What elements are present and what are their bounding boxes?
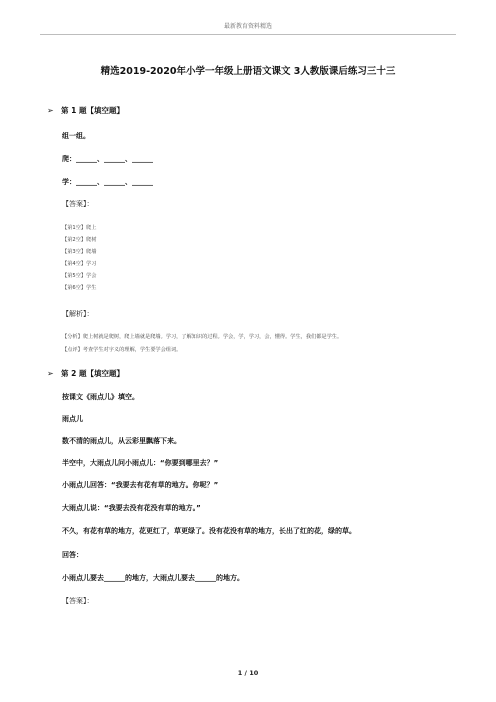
question-2-line: 数不清的雨点儿，从云彩里飘落下来。	[62, 437, 181, 445]
answer-item: 【第5空】学会	[62, 273, 97, 279]
question-1-title: 第 1 题【填空题】	[61, 106, 124, 115]
arrow-bullet-icon: ➢	[47, 106, 54, 115]
question-2-line: 按课文《雨点儿》填空。	[62, 393, 139, 401]
question-2-line: 小雨点儿要去______的地方，大雨点儿要去______的地方。	[62, 574, 244, 582]
answer-item: 【第3空】爬墙	[62, 249, 97, 255]
question-1-line-xue: 学：______、______、______	[62, 178, 153, 186]
comment-text: 【点评】考查学生对字义的理解，学生要学会组词。	[62, 347, 182, 353]
question-2-answer-label: 【答案】：	[62, 597, 94, 605]
arrow-bullet-icon: ➢	[47, 369, 54, 378]
question-1-heading	[47, 105, 124, 116]
document-title: 精选2019-2020年小学一年级上册语文课文 3人教版课后练习三十三	[100, 66, 396, 77]
answer-item: 【第6空】学生	[62, 285, 97, 291]
question-2-line: 大雨点儿说：“我要去没有花没有草的地方。”	[62, 504, 201, 512]
question-1-analysis-label: 【解析】：	[62, 310, 94, 318]
question-2-line: 半空中，大雨点儿问小雨点儿：“你要到哪里去？”	[62, 459, 219, 467]
question-2-line: 不久，有花有草的地方，花更红了，草更绿了。没有花没有草的地方，长出了红的花，绿的草。	[62, 527, 356, 535]
answer-item: 【第1空】爬上	[62, 225, 97, 231]
header-divider	[40, 34, 456, 35]
question-1-answer-label: 【答案】：	[62, 200, 94, 208]
question-2-line: 雨点儿	[62, 415, 83, 423]
question-1-prompt: 组一组。	[62, 132, 90, 140]
answer-item: 【第2空】爬树	[62, 237, 97, 243]
question-2-title: 第 2 题【填空题】	[61, 369, 124, 378]
question-2-line: 回答：	[62, 551, 83, 559]
answer-item: 【第4空】学习	[62, 261, 97, 267]
question-2-line: 小雨点儿回答：“我要去有花有草的地方。你呢？”	[62, 481, 219, 489]
page-header: 最新教育资料精选	[223, 23, 272, 30]
question-2-heading	[47, 368, 124, 379]
question-1-line-pa: 爬：______、______、______	[62, 155, 153, 163]
analysis-text: 【分析】爬上树就是爬树，爬上墙就是爬墙。学习，了解知识的过程。学会，学，学习，会，懂得。学生，我们都是学生。	[62, 334, 343, 340]
page-number: 1 / 10	[237, 669, 259, 677]
